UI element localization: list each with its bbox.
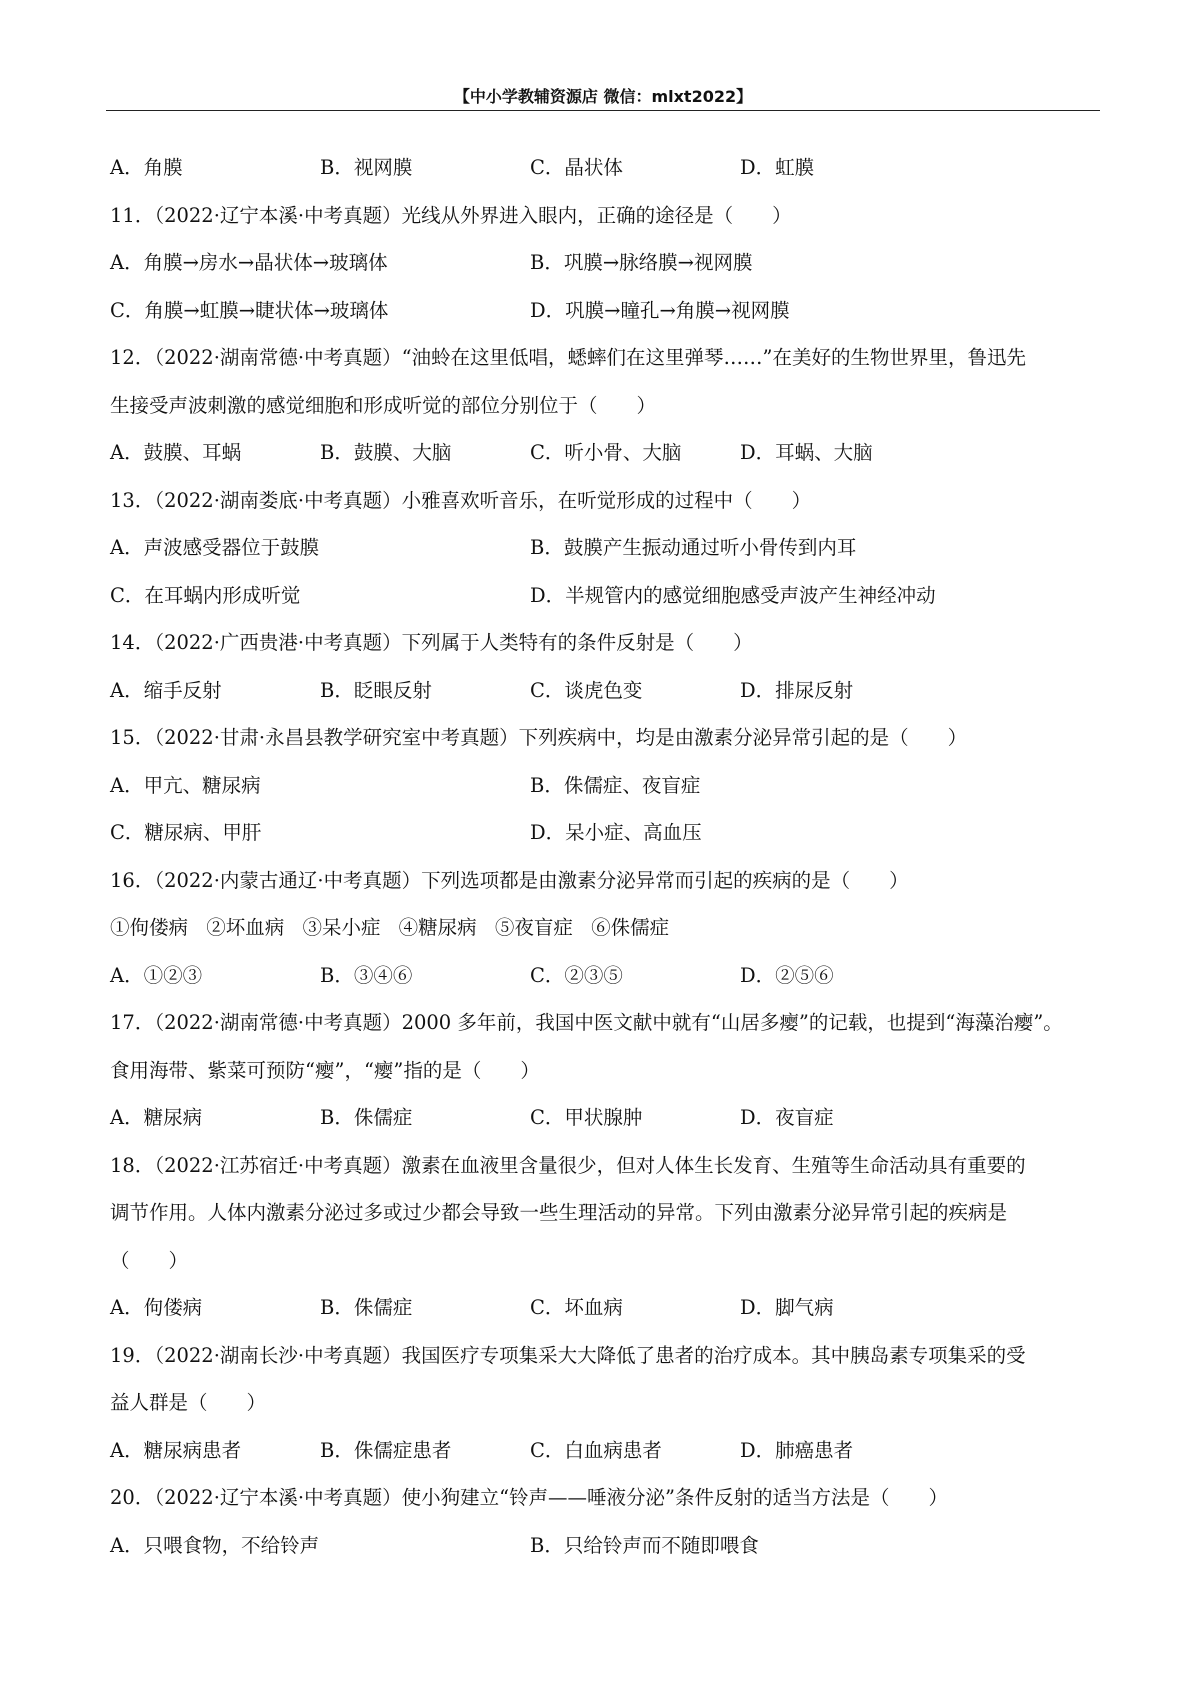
q16-option-b: B．③④⑥ [320,963,413,987]
q13-option-d: D．半规管内的感觉细胞感受声波产生神经冲动 [530,583,936,607]
q13-options-row1 [110,530,1100,578]
q11-option-a: A．角膜→房水→晶状体→玻璃体 [110,251,388,274]
q15-option-a: A．甲亢、糖尿病 [110,773,261,797]
q17-options [110,1100,1100,1148]
q17-stem-line2: 食用海带、紫菜可预防“瘿”，“瘿”指的是（ ） [110,1058,540,1082]
q10-option-b: B．视网膜 [320,156,413,179]
q16-items [110,910,1100,958]
q16-item-4: ④糖尿病 [398,916,477,939]
q14-option-a: A．缩手反射 [110,678,222,702]
q19-stem-line1: 19．（2022·湖南长沙·中考真题）我国医疗专项集采大大降低了患者的治疗成本。其中胰岛素专项集采的受 [110,1343,1026,1367]
q11-option-d: D．巩膜→瞳孔→角膜→视网膜 [530,298,790,322]
q17-option-d: D．夜盲症 [740,1106,834,1129]
q19-option-d: D．肺癌患者 [740,1438,854,1462]
q20-option-b: B．只给铃声而不随即喂食 [530,1533,759,1557]
q12-stem-line1: 12．（2022·湖南常德·中考真题）“油蛉在这里低唱，蟋蟀们在这里弹琴……”在美好的生物世界里，鲁迅先 [110,346,1027,369]
q18-options [110,1290,1100,1338]
q15-options-row2 [110,815,1100,863]
q11-stem: 11．（2022·辽宁本溪·中考真题）光线从外界进入眼内，正确的途径是（ ） [110,203,792,227]
q17-option-a: A．糖尿病 [110,1106,203,1129]
q19-options [110,1433,1100,1481]
q14-options [110,673,1100,721]
q14-option-b: B．眨眼反射 [320,678,432,702]
q20-stem: 20．（2022·辽宁本溪·中考真题）使小狗建立“铃声——唾液分泌”条件反射的适当方法是（ ） [110,1486,949,1509]
q19-option-b: B．侏儒症患者 [320,1438,452,1462]
q13-option-c: C．在耳蜗内形成听觉 [110,583,301,607]
q14-option-d: D．排尿反射 [740,678,854,702]
q19-option-c: C．白血病患者 [530,1438,662,1462]
q16-item-1: ①佝偻病 [110,916,189,939]
q18-stem-line1: 18．（2022·江苏宿迁·中考真题）激素在血液里含量很少，但对人体生长发育、生殖等生命活动具有重要的 [110,1153,1026,1177]
q16-item-2: ②坏血病 [206,916,285,939]
q13-options-row2 [110,578,1100,626]
q11-option-b: B．巩膜→脉络膜→视网膜 [530,251,753,274]
q12-option-b: B．鼓膜、大脑 [320,441,452,464]
q18-option-c: C．坏血病 [530,1296,623,1319]
q16-option-a: A．①②③ [110,963,203,987]
q14-option-c: C．谈虎色变 [530,678,643,702]
q15-options-row1 [110,768,1100,816]
q14-stem: 14．（2022·广西贵港·中考真题）下列属于人类特有的条件反射是（ ） [110,631,753,654]
q15-option-d: D．呆小症、高血压 [530,821,702,844]
q10-option-d: D．虹膜 [740,156,815,179]
q15-option-c: C．糖尿病、甲肝 [110,821,262,844]
page-header: 【中小学教辅资源店 微信：mlxt2022】 [453,87,753,106]
q10-option-c: C．晶状体 [530,156,623,179]
q18-option-b: B．侏儒症 [320,1296,413,1319]
q12-option-a: A．鼓膜、耳蜗 [110,441,242,464]
q13-stem: 13．（2022·湖南娄底·中考真题）小雅喜欢听音乐，在听觉形成的过程中（ ） [110,488,812,512]
q13-option-b: B．鼓膜产生振动通过听小骨传到内耳 [530,536,857,559]
q16-option-d: D．②⑤⑥ [740,963,834,987]
q18-option-a: A．佝偻病 [110,1296,203,1319]
q10-options [110,150,1100,198]
q18-stem-line2: 调节作用。人体内激素分泌过多或过少都会导致一些生理活动的异常。下列由激素分泌异常引起的疾病是 [110,1201,1008,1224]
q20-options-row1 [110,1528,1100,1576]
q16-option-c: C．②③⑤ [530,963,623,987]
question-list [110,150,1100,1575]
q18-option-d: D．脚气病 [740,1296,834,1319]
q16-item-3: ③呆小症 [302,916,381,939]
q16-options [110,958,1100,1006]
q15-stem: 15．（2022·甘肃·永昌县教学研究室中考真题）下列疾病中，均是由激素分泌异常引起的是（ ） [110,726,968,749]
q19-option-a: A．糖尿病患者 [110,1438,242,1462]
q13-option-a: A．声波感受器位于鼓膜 [110,536,320,559]
q16-item-6: ⑥侏儒症 [591,916,670,939]
q15-option-b: B．侏儒症、夜盲症 [530,773,701,797]
q17-option-b: B．侏儒症 [320,1106,413,1129]
q20-option-a: A．只喂食物，不给铃声 [110,1533,320,1557]
q16-stem: 16．（2022·内蒙古通辽·中考真题）下列选项都是由激素分泌异常而引起的疾病的是（ ） [110,868,909,892]
q17-option-c: C．甲状腺肿 [530,1106,643,1129]
q19-stem-line2: 益人群是（ ） [110,1391,267,1414]
q10-option-a: A．角膜 [110,156,183,179]
q18-stem-line3: （ ） [110,1248,189,1272]
q11-option-c: C．角膜→虹膜→睫状体→玻璃体 [110,298,389,322]
q11-options-row1 [110,245,1100,293]
q12-option-c: C．听小骨、大脑 [530,441,682,464]
q12-option-d: D．耳蜗、大脑 [740,441,873,464]
q12-stem-line2: 生接受声波刺激的感觉细胞和形成听觉的部位分别位于（ ） [110,393,657,417]
header-divider [106,110,1100,111]
q12-options [110,435,1100,483]
q17-stem-line1: 17．（2022·湖南常德·中考真题）2000 多年前，我国中医文献中就有“山居多瘿”的记载，也提到“海藻治瘿”。 [110,1011,1063,1034]
q11-options-row2 [110,293,1100,341]
q16-item-5: ⑤夜盲症 [494,916,573,939]
